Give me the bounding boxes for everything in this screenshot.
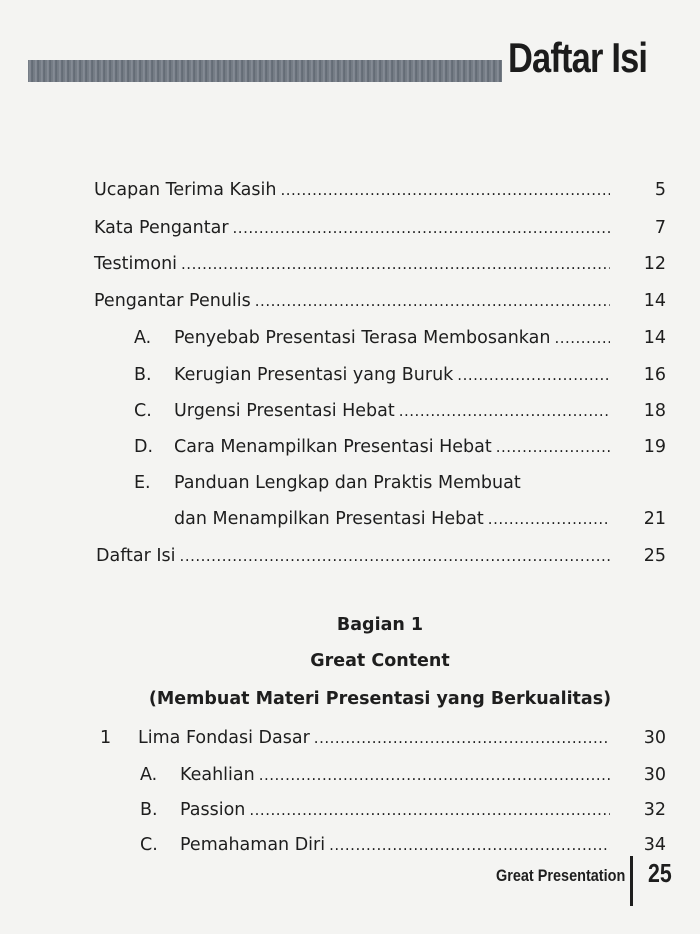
toc-entry-page: 19 <box>643 437 666 457</box>
dot-leader <box>180 543 610 569</box>
footer-divider <box>630 856 633 906</box>
toc-entry-ucapan <box>94 177 666 203</box>
footer-page-number: 25 <box>648 858 672 888</box>
toc-entry-page: 12 <box>643 254 666 274</box>
toc-chapter-number: 1 <box>100 728 112 748</box>
dot-leader <box>457 362 610 388</box>
dot-leader <box>554 325 610 351</box>
toc-entry-page: 25 <box>643 546 666 566</box>
dot-leader <box>496 434 610 460</box>
toc-entry-letter: A. <box>140 765 158 785</box>
toc-entry-page: 7 <box>654 218 666 238</box>
toc-entry-e <box>134 470 521 496</box>
toc-entry-page: 14 <box>643 291 666 311</box>
toc-entry-label: Penyebab Presentasi Terasa Membosankan <box>174 328 551 348</box>
dot-leader <box>329 832 610 858</box>
toc-entry-label: Pengantar Penulis <box>94 291 251 311</box>
toc-entry-d <box>134 434 666 460</box>
toc-entry-label: Kata Pengantar <box>94 218 229 238</box>
toc-entry-letter: B. <box>134 365 152 385</box>
toc-chapter-item-c <box>140 832 666 858</box>
toc-chapter-label: Lima Fondasi Dasar <box>138 728 310 748</box>
toc-entry-page: 30 <box>643 765 666 785</box>
toc-chapter-item-a <box>140 762 666 788</box>
toc-entry-label: Daftar Isi <box>96 546 176 566</box>
toc-entry-c <box>134 398 666 424</box>
dot-leader <box>488 506 610 532</box>
toc-entry-page: 32 <box>643 800 666 820</box>
header-decorative-bar <box>28 60 502 82</box>
toc-entry-letter: D. <box>134 437 154 457</box>
toc-chapter-item-b <box>140 797 666 823</box>
dot-leader <box>255 288 610 314</box>
dot-leader <box>181 251 610 277</box>
toc-entry-testimoni <box>94 251 666 277</box>
section-subtitle: (Membuat Materi Presentasi yang Berkualitas) <box>148 689 612 709</box>
toc-entry-page: 14 <box>643 328 666 348</box>
toc-entry-b <box>134 362 666 388</box>
toc-entry-page: 34 <box>643 835 666 855</box>
toc-entry-label: Testimoni <box>94 254 178 274</box>
toc-entry-letter: C. <box>134 401 152 421</box>
section-part: Bagian 1 <box>336 615 424 635</box>
toc-entry-label: Ucapan Terima Kasih <box>94 180 277 200</box>
toc-entry-letter: C. <box>140 835 158 855</box>
toc-chapter-page: 30 <box>643 728 666 748</box>
toc-entry-page: 16 <box>643 365 666 385</box>
toc-entry-label: Kerugian Presentasi yang Buruk <box>174 365 454 385</box>
toc-entry-label: Keahlian <box>180 765 255 785</box>
toc-entry-kata-pengantar <box>94 215 666 241</box>
toc-entry-label: Passion <box>180 800 246 820</box>
toc-entry-daftar-isi <box>96 543 666 569</box>
dot-leader <box>280 177 610 203</box>
toc-entry-label-continued: dan Menampilkan Presentasi Hebat <box>174 509 484 529</box>
toc-entry-letter: B. <box>140 800 158 820</box>
footer-book-title: Great Presentation <box>496 866 626 885</box>
dot-leader <box>314 725 610 751</box>
page-title: Daftar Isi <box>508 34 648 81</box>
toc-entry-page: 18 <box>643 401 666 421</box>
toc-entry-a <box>134 325 666 351</box>
toc-entry-page: 21 <box>643 509 666 529</box>
toc-entry-pengantar-penulis <box>94 288 666 314</box>
toc-entry-label: Panduan Lengkap dan Praktis Membuat <box>174 473 521 493</box>
dot-leader <box>399 398 610 424</box>
dot-leader <box>249 797 610 823</box>
dot-leader <box>259 762 610 788</box>
toc-entry-page: 5 <box>654 180 666 200</box>
toc-entry-letter: A. <box>134 328 152 348</box>
toc-entry-letter: E. <box>134 473 151 493</box>
section-name: Great Content <box>310 651 450 671</box>
dot-leader <box>233 215 610 241</box>
toc-entry-label: Pemahaman Diri <box>180 835 326 855</box>
toc-entry-e-continued <box>174 506 666 532</box>
toc-chapter-1 <box>100 725 666 751</box>
toc-entry-label: Cara Menampilkan Presentasi Hebat <box>174 437 492 457</box>
toc-entry-label: Urgensi Presentasi Hebat <box>174 401 395 421</box>
